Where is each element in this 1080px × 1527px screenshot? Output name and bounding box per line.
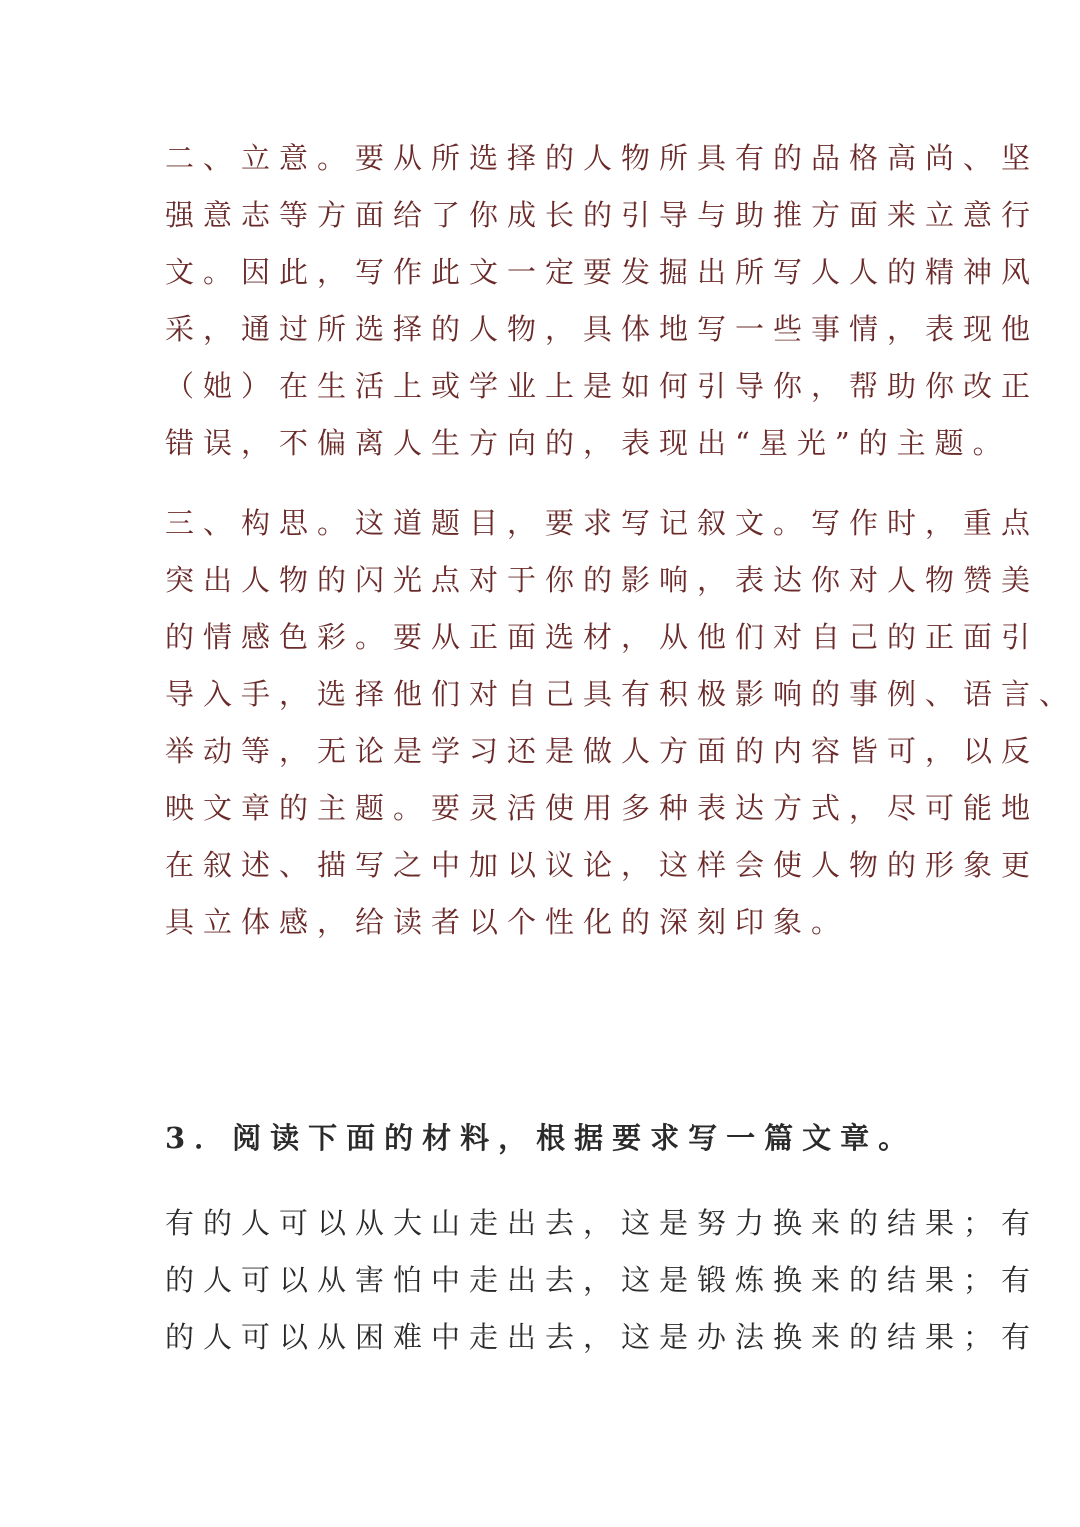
text-line: 二、立意。要从所选择的人物所具有的品格高尚、坚 [165, 141, 1040, 175]
text-line: 导入手，选择他们对自己具有积极影响的事例、语言、 [165, 677, 1078, 711]
paragraph-gousi [165, 495, 1077, 951]
text-line: 的人可以从害怕中走出去，这是锻炼换来的结果；有 [165, 1263, 1040, 1297]
paragraph-material [165, 1195, 1039, 1366]
text-line: 的人可以从困难中走出去，这是办法换来的结果；有 [165, 1320, 1040, 1354]
text-line: 具立体感，给读者以个性化的深刻印象。 [165, 905, 850, 939]
paragraph-lizhi [165, 130, 1039, 472]
text-line: 强意志等方面给了你成长的引导与助推方面来立意行 [165, 198, 1040, 232]
text-line: 文。因此，写作此文一定要发掘出所写人人的精神风 [165, 255, 1040, 289]
text-line: 错误，不偏离人生方向的，表现出“星光”的主题。 [165, 426, 1011, 460]
text-line: 映文章的主题。要灵活使用多种表达方式，尽可能地 [165, 791, 1040, 825]
text-line: 采，通过所选择的人物，具体地写一些事情，表现他 [165, 312, 1040, 346]
text-line: 的情感色彩。要从正面选材，从他们对自己的正面引 [165, 620, 1040, 654]
text-line: 有的人可以从大山走出去，这是努力换来的结果；有 [165, 1206, 1040, 1240]
section-heading [165, 1110, 916, 1167]
text-line: 三、构思。这道题目，要求写记叙文。写作时，重点 [165, 506, 1040, 540]
text-line: 举动等，无论是学习还是做人方面的内容皆可，以反 [165, 734, 1040, 768]
text-line: 在叙述、描写之中加以议论，这样会使人物的形象更 [165, 848, 1040, 882]
heading-text: 3．阅读下面的材料，根据要求写一篇文章。 [165, 1121, 917, 1155]
text-line: （她）在生活上或学业上是如何引导你，帮助你改正 [165, 369, 1040, 403]
text-line: 突出人物的闪光点对于你的影响，表达你对人物赞美 [165, 563, 1040, 597]
